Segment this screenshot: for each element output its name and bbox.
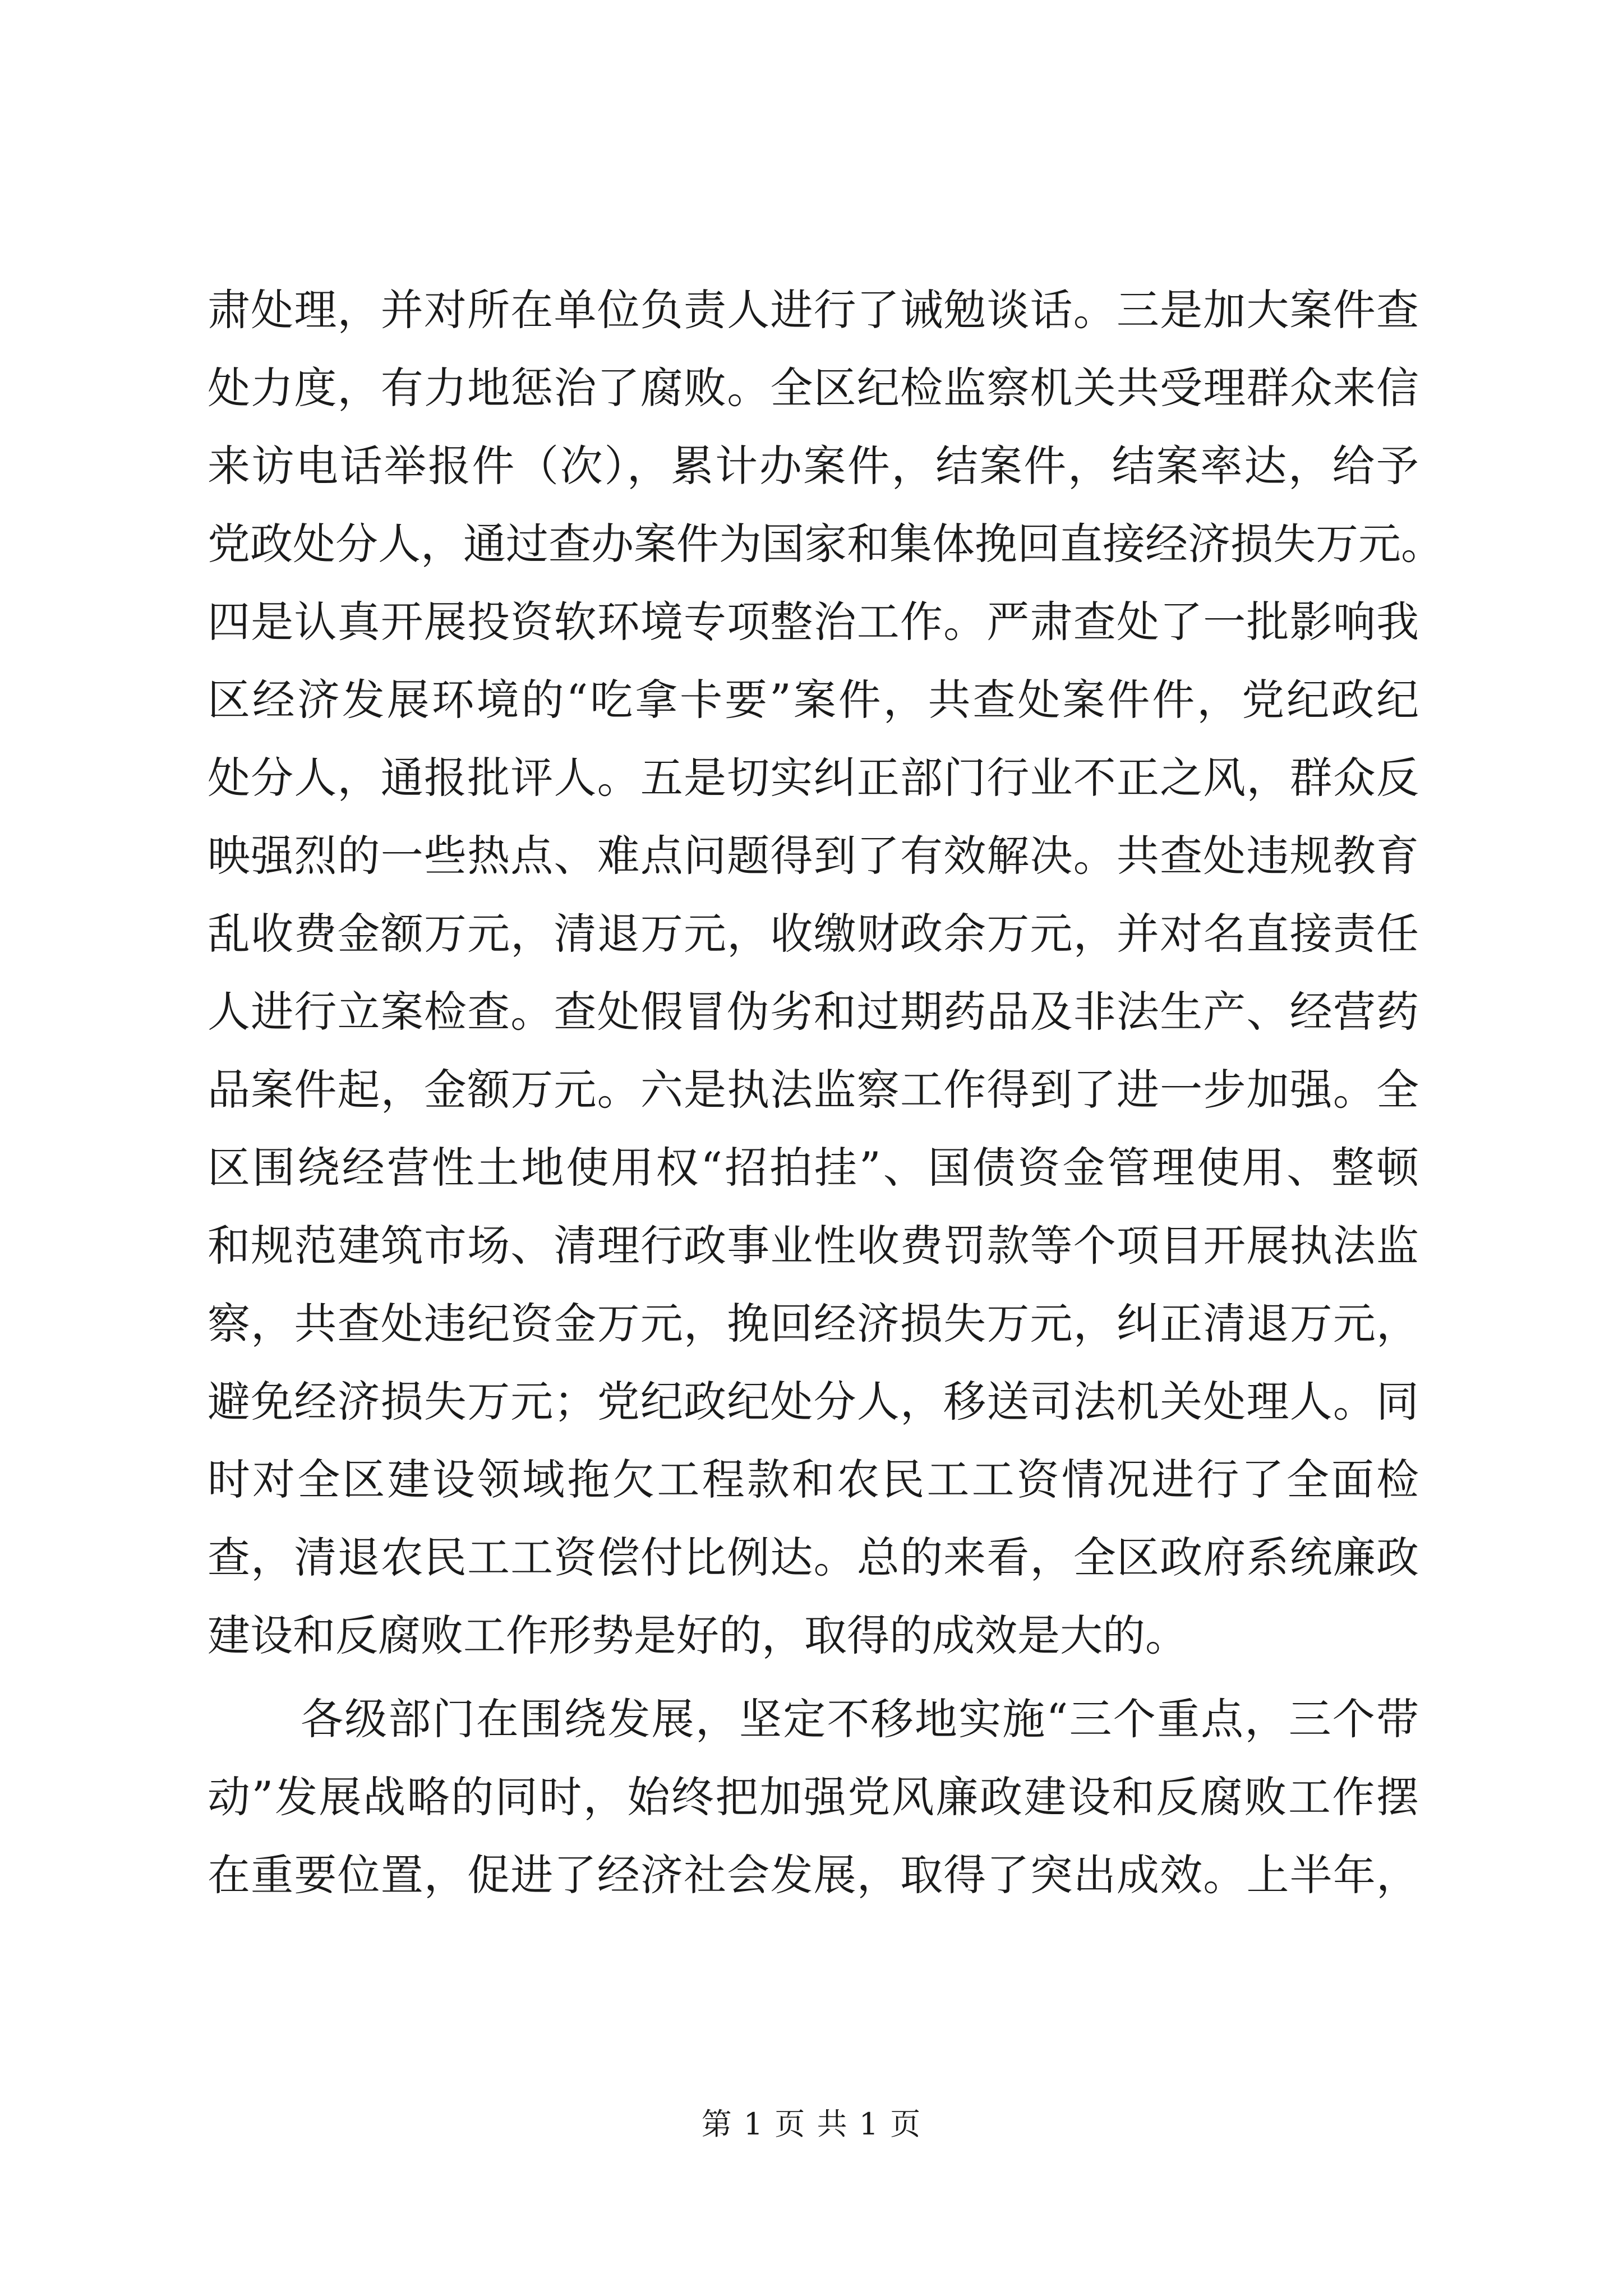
text-line: 处分人，通报批评人。五是切实纠正部门行业不正之风，群众反 [208, 753, 1419, 803]
text-line: 来访电话举报件（次），累计办案件，结案件，结案率达，给予 [208, 441, 1419, 491]
text-line: 品案件起，金额万元。六是执法监察工作得到了进一步加强。全 [208, 1065, 1419, 1115]
text-line: 和规范建筑市场、清理行政事业性收费罚款等个项目开展执法监 [208, 1221, 1419, 1271]
text-line: 映强烈的一些热点、难点问题得到了有效解决。共查处违规教育 [208, 831, 1419, 881]
text-line: 乱收费金额万元，清退万元，收缴财政余万元，并对名直接责任 [208, 909, 1419, 959]
paragraph-first-line: 各级部门在围绕发展，坚定不移地实施“三个重点，三个带 [301, 1694, 1419, 1744]
text-line: 建设和反腐败工作形势是好的，取得的成效是大的。 [208, 1611, 1188, 1660]
text-line: 四是认真开展投资软环境专项整治工作。严肃查处了一批影响我 [208, 597, 1419, 647]
text-line: 动”发展战略的同时，始终把加强党风廉政建设和反腐败工作摆 [208, 1772, 1419, 1822]
text-line: 处力度，有力地惩治了腐败。全区纪检监察机关共受理群众来信 [208, 363, 1419, 413]
text-line: 在重要位置，促进了经济社会发展，取得了突出成效。上半年， [208, 1850, 1419, 1900]
text-line: 党政处分人，通过查办案件为国家和集体挽回直接经济损失万元。 [208, 519, 1444, 569]
text-line: 人进行立案检查。查处假冒伪劣和过期药品及非法生产、经营药 [208, 987, 1419, 1037]
text-line: 时对全区建设领域拖欠工程款和农民工工资情况进行了全面检 [208, 1455, 1419, 1504]
text-line: 避免经济损失万元；党纪政纪处分人，移送司法机关处理人。同 [208, 1377, 1419, 1427]
text-line: 察，共查处违纪资金万元，挽回经济损失万元，纠正清退万元， [208, 1299, 1419, 1349]
text-line: 区围绕经营性土地使用权“招拍挂”、国债资金管理使用、整顿 [208, 1143, 1419, 1193]
page-number-footer: 第 1 页 共 1 页 [701, 2106, 922, 2142]
text-line: 肃处理，并对所在单位负责人进行了诫勉谈话。三是加大案件查 [208, 285, 1419, 335]
text-line: 查，清退农民工工资偿付比例达。总的来看，全区政府系统廉政 [208, 1533, 1419, 1582]
text-line: 区经济发展环境的“吃拿卡要”案件，共查处案件件，党纪政纪 [208, 675, 1419, 725]
